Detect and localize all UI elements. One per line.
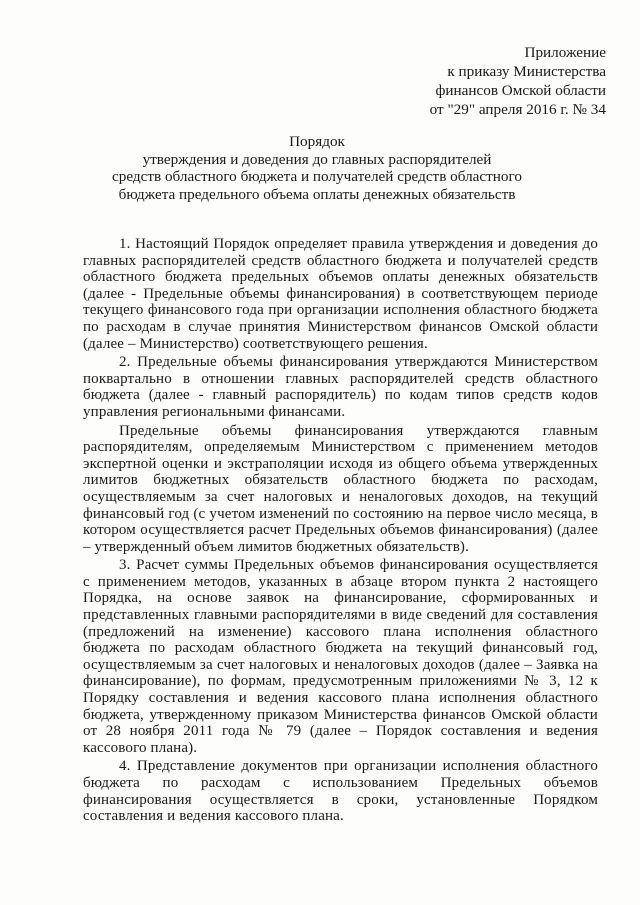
document-body <box>83 236 598 827</box>
appendix-line-2: к приказу Министерства <box>447 63 606 80</box>
document-title <box>80 133 554 203</box>
paragraph-2: 2. Предельные объемы финансирования утверждаются Министерством поквартально в отношении главных распорядителей средств областного бюджета (далее - главный распорядитель) по кодам типов средств кодов управления региональными финансами. <box>83 354 598 420</box>
paragraph-1: 1. Настоящий Порядок определяет правила утверждения и доведения до главных распорядителей средств областного бюджета и получателей средств областного бюджета предельных объемов оплаты денежных обязательств (далее - Предельные объемы финансирования) в соответствующем периоде текущего финансового года при организации исполнения областного бюджета по расходам в случае принятия Министерством финансов Омской области (далее – Министерство) соответствующего решения. <box>83 236 598 352</box>
title-line-2: средств областного бюджета и получателей средств областного <box>112 168 522 185</box>
appendix-line-1: Приложение <box>524 44 606 61</box>
title-line-3: бюджета предельного объема оплаты денежных обязательств <box>118 185 516 203</box>
appendix-header <box>430 43 606 119</box>
title-heading: Порядок <box>289 133 345 150</box>
appendix-line-3: финансов Омской области <box>435 82 606 99</box>
title-line-1: утверждения и доведения до главных распорядителей <box>142 150 492 168</box>
paragraph-5: 4. Представление документов при организации исполнения областного бюджета по расходам с использованием Предельных объемов финансирования осуществляется в сроки, установленные Порядком составления и ведения кассового плана. <box>83 758 598 825</box>
appendix-line-4: от "29" апреля 2016 г. № 34 <box>429 101 606 118</box>
paragraph-4: 3. Расчет суммы Предельных объемов финансирования осуществляется с применением методов, указанных в абзаце втором пункта 2 настоящего Порядка, на основе заявок на финансирование, сформированных и представленных главными распорядителями в виде сведений для составления (предложений на изменение) кассового плана исполнения областного бюджета по расходам областного бюджета на текущий финансовый год, осуществляемым за счет налоговых и неналоговых доходов (далее – Заявка на финансирование), по формам, предусмотренным приложениями № 3, 12 к Порядку составления и ведения кассового плана исполнения областного бюджета, утвержденному приказом Министерства финансов Омской области от 28 ноября 2011 года № 79 (далее – Порядок составления и ведения кассового плана). <box>83 557 598 756</box>
paragraph-3: Предельные объемы финансирования утверждаются главным распорядителям, определяемым Министерством с применением методов экспертной оценки и экстраполяции исходя из общего объема утвержденных лимитов бюджетных обязательств областного бюджета по расходам, осуществляемым за счет налоговых и неналоговых доходов, на текущий финансовый год (с учетом изменений по состоянию на первое число месяца, в котором осуществляется расчет Предельных объемов финансирования) (далее – утвержденный объем лимитов бюджетных обязательств). <box>83 422 598 555</box>
